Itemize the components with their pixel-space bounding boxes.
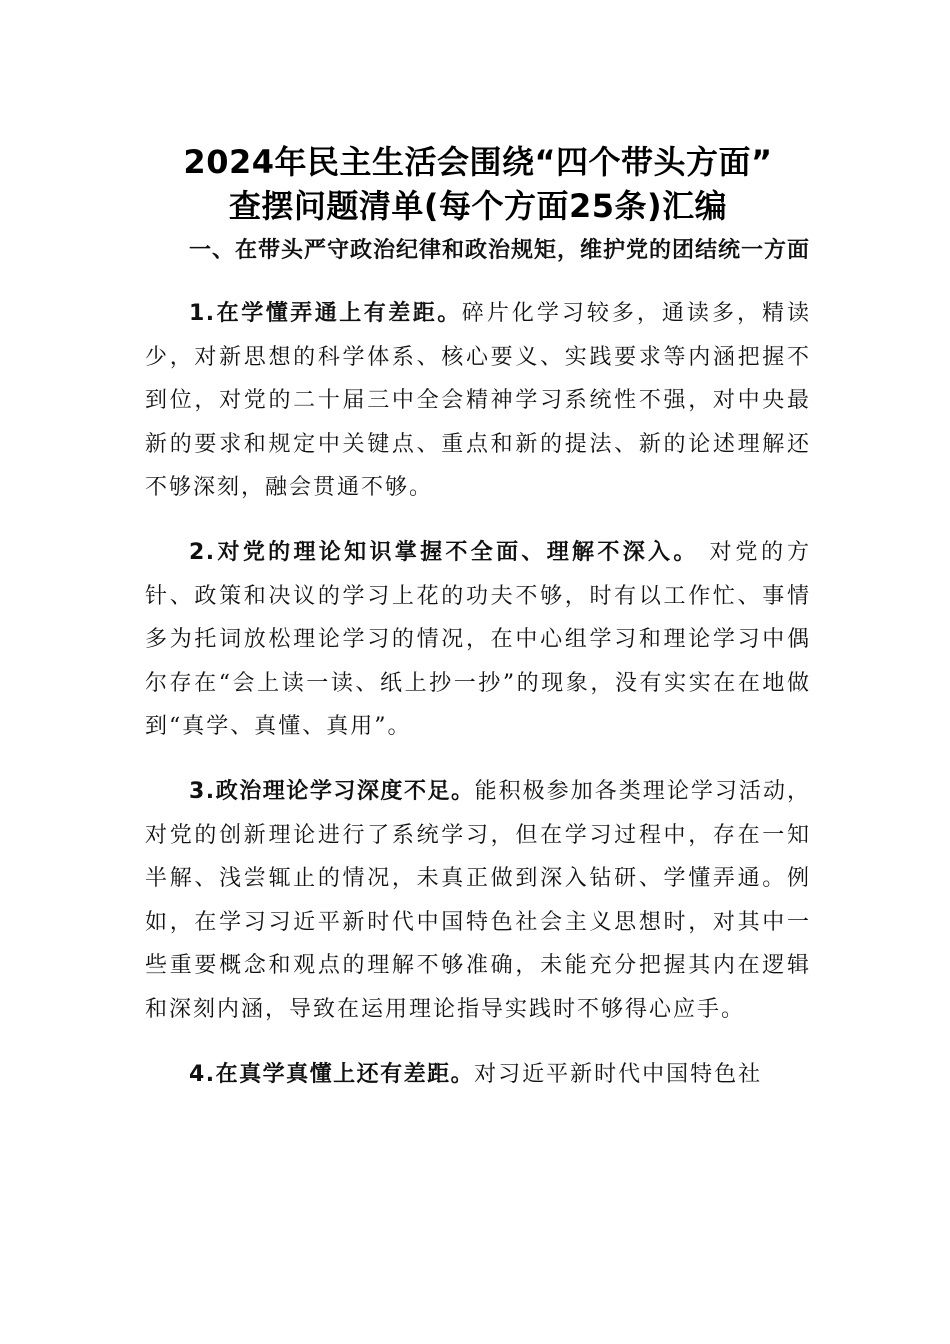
paragraph-4-text: 对习近平新时代中国特色社 (474, 1061, 763, 1087)
paragraph-1 (145, 292, 811, 510)
paragraph-4-lead: 4.在真学真懂上还有差距。 (189, 1061, 475, 1087)
paragraph-3 (145, 770, 811, 1032)
section-heading: 一、在带头严守政治纪律和政治规矩，维护党的团结统一方面 (189, 238, 811, 263)
document-title-line2: 查摆问题清单(每个方面25条)汇编 (228, 187, 728, 225)
paragraph-4 (145, 1053, 811, 1097)
paragraph-2-text: 对党的方针、政策和决议的学习上花的功夫不够，时有以工作忙、事情多为托词放松理论学习的情况，在中心组学习和理论学习中偶尔存在“会上读一读、纸上抄一抄”的现象，没有实实在在地做到“真学、真懂、真用”。 (145, 539, 812, 740)
document-title (145, 140, 811, 228)
paragraph-3-text: 能积极参加各类理论学习活动，对党的创新理论进行了系统学习，但在学习过程中，存在一知半解、浅尝辄止的情况，未真正做到深入钻研、学懂弄通。例如，在学习习近平新时代中国特色社会主义思想时，对其中一些重要概念和观点的理解不够准确，未能充分把握其内在逻辑和深刻内涵，导致在运用理论指导实践时不够得心应手。 (145, 778, 811, 1022)
document-title-line1: 2024年民主生活会围绕“四个带头方面” (183, 143, 773, 181)
paragraph-1-lead: 1.在学懂弄通上有差距。 (189, 301, 462, 326)
paragraph-1-text: 碎片化学习较多，通读多，精读少，对新思想的科学体系、核心要义、实践要求等内涵把握不到位，对党的二十届三中全会精神学习系统性不强，对中央最新的要求和规定中关键点、重点和新的提法、新的论述理解还不够深刻，融会贯通不够。 (145, 301, 811, 501)
paragraph-3-lead: 3.政治理论学习深度不足。 (189, 778, 475, 804)
document-page (145, 140, 811, 1117)
paragraph-2-lead: 2.对党的理论知识掌握不全面、理解不深入。 (189, 539, 699, 565)
paragraph-2 (145, 531, 811, 749)
